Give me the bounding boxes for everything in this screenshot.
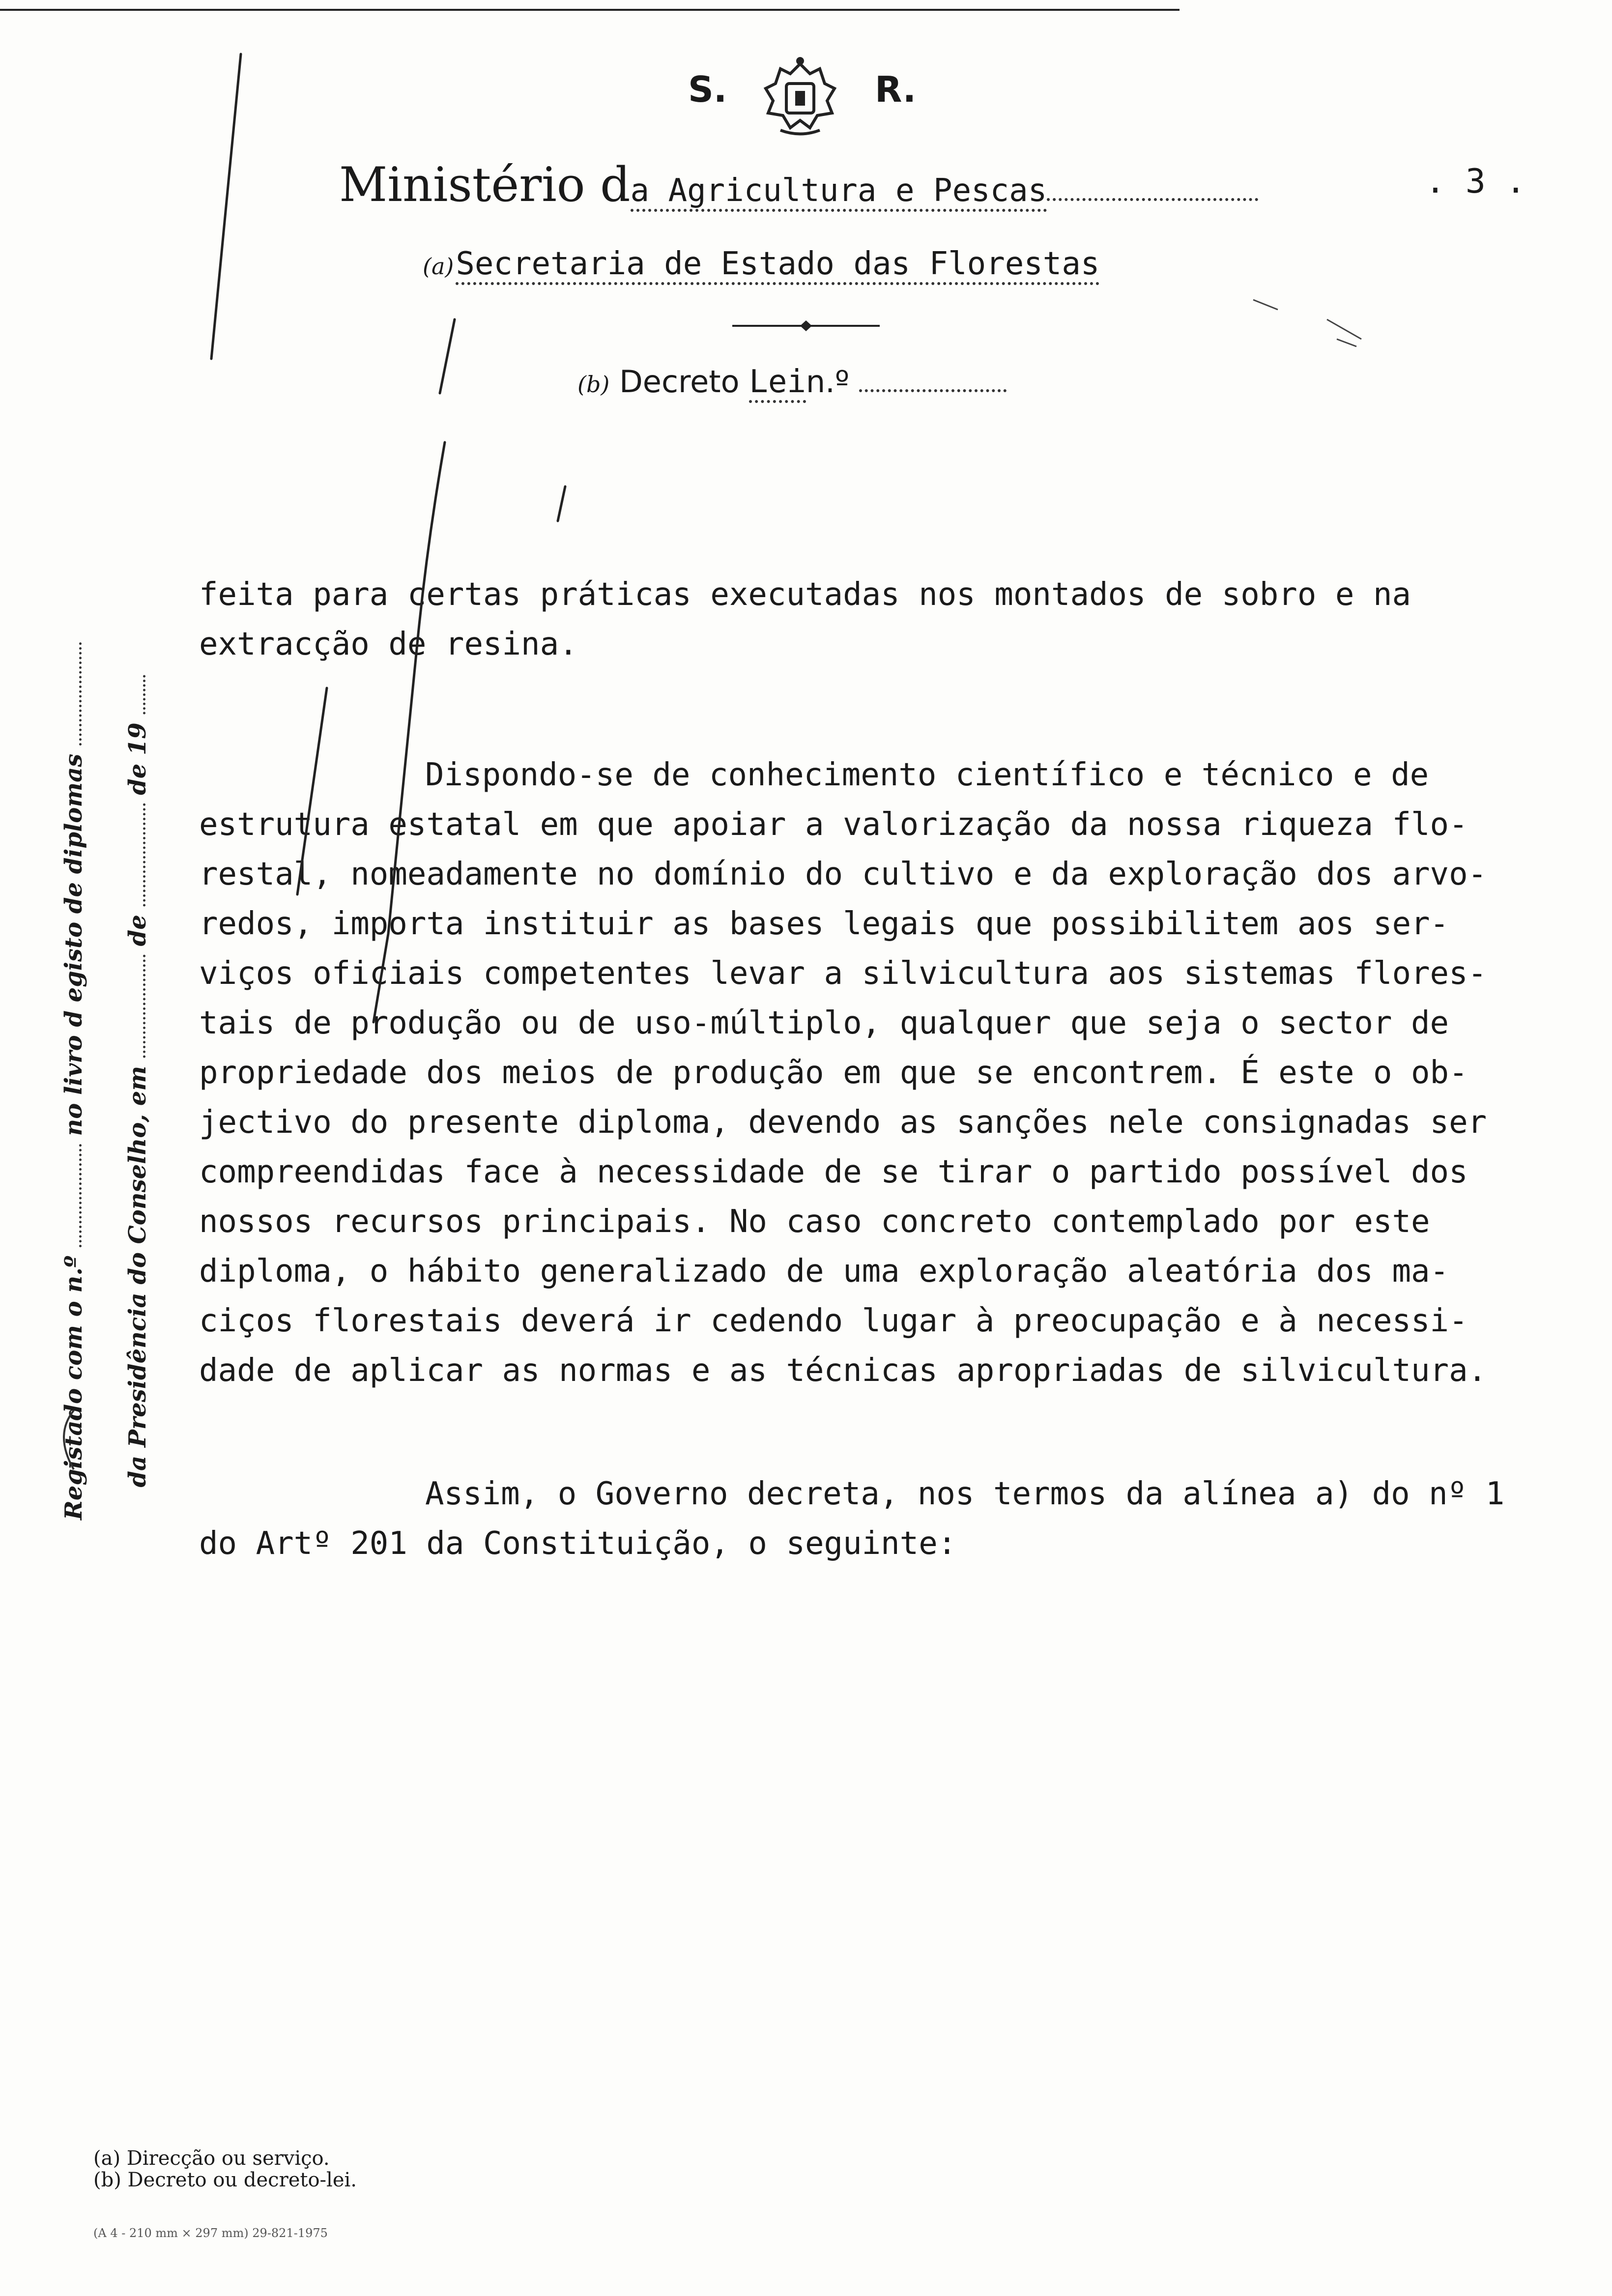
s-letter: S. — [688, 69, 727, 110]
text-line: do Artº 201 da Constituição, o seguinte: — [199, 1525, 957, 1562]
printer-note: (A 4 - 210 mm × 297 mm) 29-821-1975 — [93, 2226, 328, 2240]
secretaria-typed: Secretaria de Estado das Florestas — [456, 246, 1099, 285]
top-rule — [0, 9, 1180, 11]
scan-mark — [1337, 339, 1356, 346]
text-line: jectivo do presente diploma, devendo as sanções nele consignadas ser — [199, 1104, 1487, 1141]
margin-de-label: de — [124, 915, 151, 947]
text-line: feita para certas práticas executadas nos montados de sobro e na — [199, 576, 1411, 613]
b-marker: (b) — [577, 371, 610, 398]
margin-dots-2 — [79, 642, 82, 746]
footnotes — [93, 2148, 357, 2191]
decreto-number-label: n.º — [806, 364, 850, 400]
ministry-name-typed: a Agricultura e Pescas — [631, 172, 1047, 212]
margin-register-line — [60, 642, 87, 1520]
text-line: Dispondo-se de conhecimento científico e técnico e de — [425, 757, 1429, 793]
margin-presidencia-line — [124, 675, 151, 1487]
text-line: estrutura estatal em que apoiar a valorização da nossa riqueza flo- — [199, 806, 1468, 843]
ministry-dotted-fill — [1047, 198, 1258, 201]
margin-dots-3 — [143, 954, 145, 1058]
margin-year-label: de 19 — [124, 722, 151, 795]
margin-register-label: Registado com o n.º — [60, 1256, 87, 1520]
margin-book-label: no livro d — [60, 1010, 87, 1136]
margin-dots-5 — [143, 675, 145, 714]
scan-mark — [1253, 300, 1278, 310]
scan-mark — [1327, 319, 1361, 339]
decreto-line — [577, 364, 1007, 403]
text-line: diploma, o hábito generalizado de uma exploração aleatória dos ma- — [199, 1253, 1449, 1290]
paragraph-2 — [199, 750, 1590, 1396]
text-line: viços oficiais competentes levar a silvicultura aos sistemas flores- — [199, 955, 1487, 992]
text-line: extracção de resina. — [199, 626, 578, 662]
paragraph-gap — [199, 1396, 1590, 1469]
margin-dots-4 — [143, 804, 145, 907]
page-number: . 3 . — [1425, 162, 1526, 201]
decreto-typed: Lei — [749, 364, 806, 403]
margin-diplomas-label: egisto de diplomas — [60, 753, 87, 1003]
text-line: nossos recursos principais. No caso concreto contemplado por este — [199, 1204, 1430, 1240]
decreto-dotted-fill — [859, 389, 1007, 392]
pen-stroke — [558, 487, 565, 521]
coat-of-arms-icon — [751, 54, 849, 138]
margin-presidencia-label: da Presidência do Conselho, em — [124, 1065, 151, 1488]
ministry-line — [339, 157, 1258, 212]
document-body — [199, 570, 1590, 1569]
margin-dots-1 — [79, 1144, 82, 1247]
text-line: redos, importa instituir as bases legais que possibilitem aos ser- — [199, 906, 1449, 942]
pen-stroke — [440, 319, 455, 393]
text-line: restal, nomeadamente no domínio do cultivo e da exploração dos arvo- — [199, 856, 1487, 892]
r-letter: R. — [875, 69, 917, 110]
ministry-prefix: Ministério d — [339, 157, 631, 212]
text-line: tais de produção ou de uso-múltiplo, qualquer que seja o sector de — [199, 1005, 1449, 1041]
a-marker: (a) — [423, 253, 454, 280]
text-line: dade de aplicar as normas e as técnicas apropriadas de silvicultura. — [199, 1352, 1487, 1389]
text-line: ciços florestais deverá ir cedendo lugar à preocupação e à necessi- — [199, 1303, 1468, 1339]
footnote-a: (a) Direcção ou serviço. — [93, 2147, 330, 2170]
secretaria-line — [423, 246, 1099, 285]
paragraph-3 — [199, 1469, 1590, 1569]
decreto-label: Decreto — [619, 364, 740, 400]
paragraph-1 — [199, 570, 1590, 669]
paragraph-gap — [199, 669, 1590, 750]
pen-stroke — [211, 54, 241, 359]
text-line: Assim, o Governo decreta, nos termos da alínea a) do nº 1 — [425, 1476, 1505, 1512]
divider-ornament — [732, 318, 880, 333]
text-line: propriedade dos meios de produção em que se encontrem. É este o ob- — [199, 1055, 1468, 1091]
text-line: compreendidas face à necessidade de se tirar o partido possível dos — [199, 1154, 1468, 1190]
footnote-b: (b) Decreto ou decreto-lei. — [93, 2169, 357, 2191]
